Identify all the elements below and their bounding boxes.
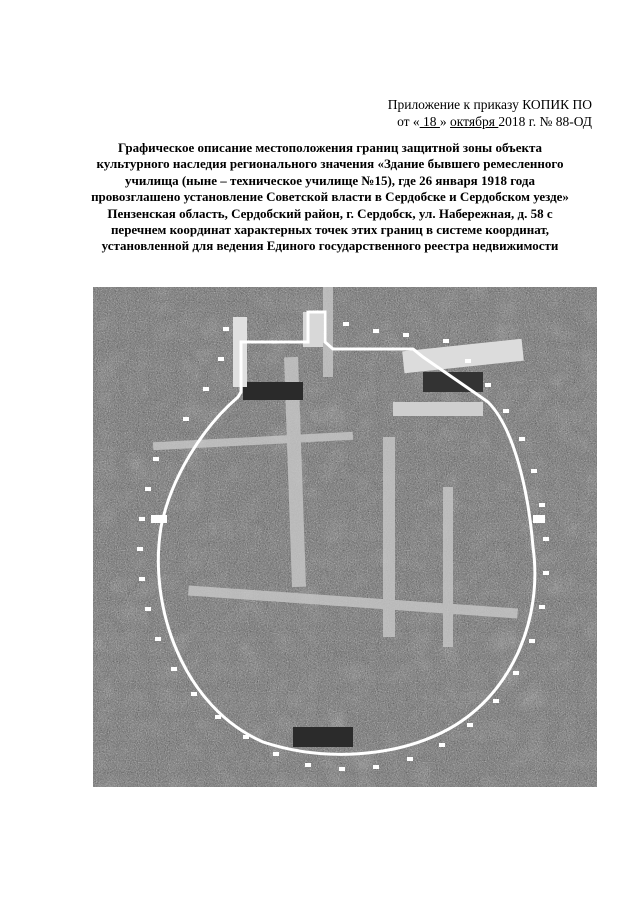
aerial-map	[93, 287, 597, 787]
appendix-line-2	[272, 113, 592, 130]
document-title: Графическое описание местоположения границ защитной зоны объекта культурного наследия регионального значения «Здание бывшего ремесленного училища (ныне – техническое училище №15), где 26 января 1918 года провозглашено установление Советской власти в Сердобске и Сердобском уезде» Пензенская область, Сердобский район, г. Сердобск, ул. Набережная, д. 58 с перечнем координат характерных точек этих границ в системе координат, установленной для ведения Единого государственного реестра недвижимости	[91, 140, 569, 254]
appendix-month: октября	[450, 114, 499, 129]
appendix-line-1: Приложение к приказу КОПИК ПО	[387, 97, 592, 112]
appendix-date-mid: »	[439, 114, 451, 129]
map-svg	[93, 287, 597, 787]
appendix-day: 18	[419, 114, 440, 129]
appendix-header	[272, 96, 592, 130]
map-texture-fine	[93, 287, 597, 787]
appendix-date-prefix: от «	[397, 114, 420, 129]
appendix-date-suffix: 2018 г. № 88-ОД	[498, 114, 592, 129]
